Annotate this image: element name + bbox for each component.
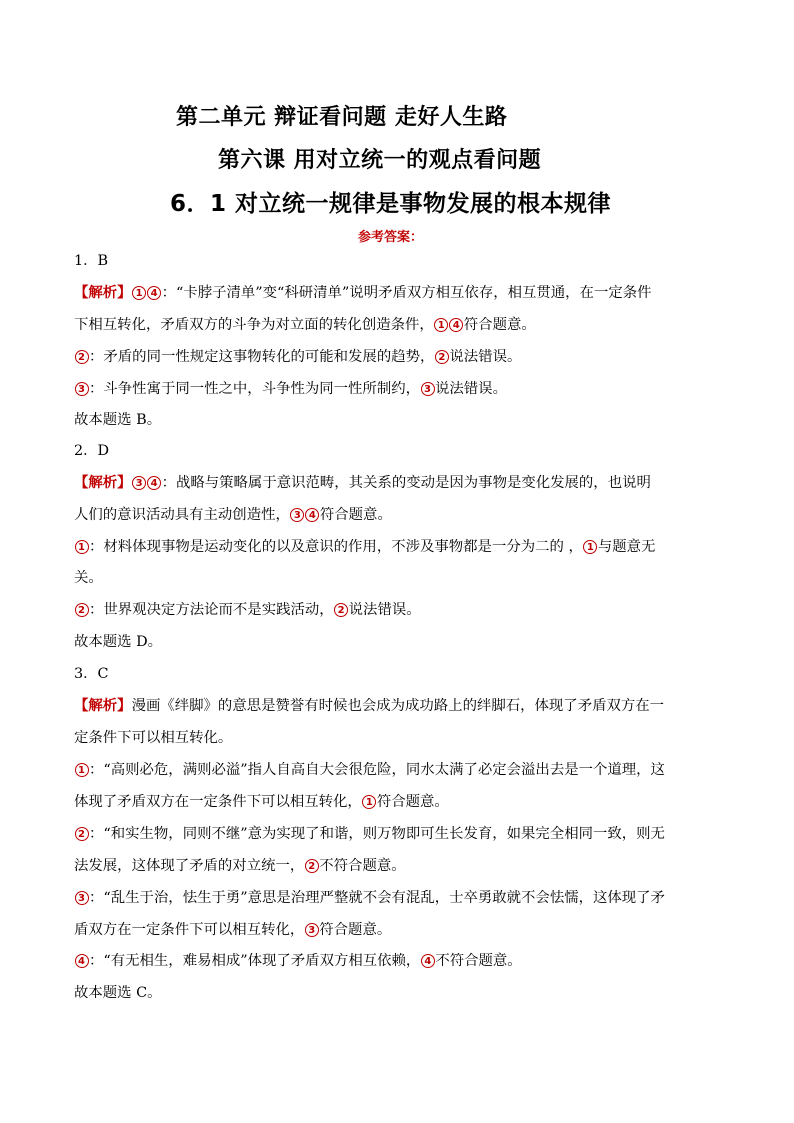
q2-line-1 xyxy=(74,473,651,493)
line-text: 符合题意。 xyxy=(319,507,392,523)
option-number: 1 xyxy=(132,286,146,300)
q3-line-8 xyxy=(74,920,391,940)
line-text: ：矛盾的同一性规定这事物转化的可能和发展的趋势， xyxy=(89,349,435,365)
option-number: 2 xyxy=(334,603,348,617)
option-number: 3 xyxy=(132,476,146,490)
line-text: ：斗争性寓于同一性之中，斗争性为同一性所制约， xyxy=(89,381,420,397)
analysis-tag: 【解析】 xyxy=(74,698,132,714)
option-number: 4 xyxy=(305,508,319,522)
option-number: 1 xyxy=(583,540,597,554)
analysis-tag: 【解析】 xyxy=(74,475,132,491)
line-text: 符合题意。 xyxy=(463,317,536,333)
q3-line-4 xyxy=(74,792,449,812)
q2-conclusion: 故本题选 D。 xyxy=(74,634,163,650)
q3-line-2: 定条件下可以相互转化。 xyxy=(74,730,233,746)
q3-line-1 xyxy=(74,696,664,716)
line-text: ：“乱生于治，怯生于勇”意思是治理严整就不会有混乱，士卒勇敢就不会怯懦，这体现了矛 xyxy=(89,890,665,906)
q3-answer: 3．C xyxy=(74,666,109,682)
option-number: 2 xyxy=(75,350,89,364)
option-number: 3 xyxy=(75,891,89,905)
line-text: 符合题意。 xyxy=(376,794,449,810)
q2-line-5 xyxy=(74,600,421,620)
line-text: 体现了矛盾双方在一定条件下可以相互转化， xyxy=(74,794,362,810)
line-text: ：“卡脖子清单”变“科研清单”说明矛盾双方相互依存，相互贯通，在一定条件 xyxy=(161,285,652,301)
q1-line-2 xyxy=(74,315,536,335)
q3-line-3 xyxy=(74,760,665,780)
line-text: ：“有无相生，难易相成”体现了矛盾双方相互依赖， xyxy=(89,953,421,969)
option-number: 2 xyxy=(75,603,89,617)
option-number: 1 xyxy=(362,795,376,809)
q3-line-7 xyxy=(74,888,665,908)
line-text: 不符合题意。 xyxy=(435,953,522,969)
line-text: 人们的意识活动具有主动创造性， xyxy=(74,507,290,523)
option-number: 2 xyxy=(435,350,449,364)
line-text: 说法错误。 xyxy=(449,349,522,365)
q2-line-2 xyxy=(74,505,392,525)
line-text: 漫画《绊脚》的意思是赞誉有时候也会成为成功路上的绊脚石，体现了矛盾双方在一 xyxy=(131,698,665,714)
lesson-title: 第六课 用对立统一的观点看问题 xyxy=(218,148,542,173)
q2-line-3 xyxy=(74,537,655,557)
option-number: 3 xyxy=(421,382,435,396)
option-number: 2 xyxy=(75,827,89,841)
unit-title: 第二单元 辩证看问题 走好人生路 xyxy=(176,105,508,130)
option-number: 3 xyxy=(305,923,319,937)
option-number: 1 xyxy=(75,540,89,554)
line-text: 法发展，这体现了矛盾的对立统一， xyxy=(74,858,305,874)
line-text: ：材料体现事物是运动变化的以及意识的作用，不涉及事物都是一分为二的 ， xyxy=(89,539,583,555)
option-number: 4 xyxy=(75,954,89,968)
option-number: 3 xyxy=(290,508,304,522)
option-number: 3 xyxy=(75,382,89,396)
option-number: 4 xyxy=(147,286,161,300)
line-text: ：“高则必危，满则必溢”指人自高自大会很危险，同水太满了必定会溢出去是一个道理，这 xyxy=(89,762,665,778)
option-number: 1 xyxy=(75,763,89,777)
line-text: 与题意无 xyxy=(597,539,656,555)
option-number: 2 xyxy=(305,859,319,873)
line-text: 说法错误。 xyxy=(348,602,421,618)
q1-answer: 1．B xyxy=(74,253,109,269)
line-text: 说法错误。 xyxy=(435,381,507,397)
q1-conclusion: 故本题选 B。 xyxy=(74,412,162,428)
line-text: 不符合题意。 xyxy=(319,858,406,874)
q1-line-3 xyxy=(74,347,521,367)
option-number: 4 xyxy=(421,954,435,968)
q3-line-6 xyxy=(74,856,406,876)
q2-answer: 2．D xyxy=(74,443,110,459)
line-text: ：世界观决定方法论而不是实践活动， xyxy=(89,602,334,618)
q3-line-5 xyxy=(74,824,665,844)
section-title: 6．1 对立统一规律是事物发展的根本规律 xyxy=(170,191,612,217)
line-text: ：战略与策略属于意识范畴，其关系的变动是因为事物是变化发展的，也说明 xyxy=(161,475,651,491)
q1-line-1 xyxy=(74,283,652,303)
line-text: 盾双方在一定条件下可以相互转化， xyxy=(74,922,305,938)
line-text: 下相互转化，矛盾双方的斗争为对立面的转化创造条件， xyxy=(74,317,434,333)
q3-conclusion: 故本题选 C。 xyxy=(74,985,162,1001)
option-number: 4 xyxy=(147,476,161,490)
option-number: 4 xyxy=(449,318,463,332)
q2-line-4: 关。 xyxy=(74,570,103,586)
analysis-tag: 【解析】 xyxy=(74,285,132,301)
q1-line-4 xyxy=(74,379,507,399)
line-text: 符合题意。 xyxy=(319,922,392,938)
answers-label: 参考答案： xyxy=(358,230,424,245)
q3-line-9 xyxy=(74,951,522,971)
option-number: 1 xyxy=(434,318,448,332)
line-text: ：“和实生物，同则不继”意为实现了和谐，则万物即可生长发育，如果完全相同一致，则无 xyxy=(89,826,665,842)
